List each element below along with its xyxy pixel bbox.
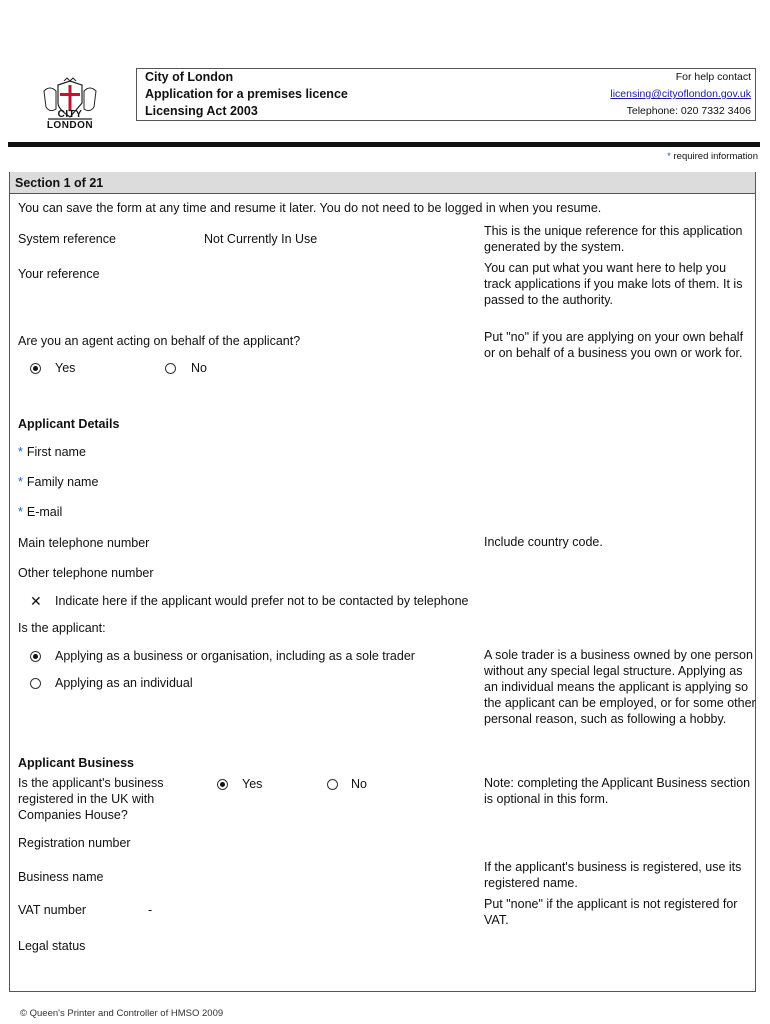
your-reference-label: Your reference xyxy=(18,267,100,281)
vat-number-value: - xyxy=(148,903,153,917)
system-reference-note: This is the unique reference for this application generated by the system. xyxy=(484,224,743,254)
org-name: City of London xyxy=(145,70,234,84)
email-label: * E-mail xyxy=(18,505,63,519)
system-reference-label: System reference xyxy=(18,232,116,246)
is-applicant-label: Is the applicant: xyxy=(18,621,106,635)
system-reference-value: Not Currently In Use xyxy=(204,232,318,246)
applicant-business-heading: Applicant Business xyxy=(18,756,134,770)
companies-house-yes-label: Yes xyxy=(242,777,263,791)
form-header xyxy=(136,68,756,121)
other-phone-label: Other telephone number xyxy=(18,566,154,580)
companies-house-no-radio[interactable] xyxy=(327,779,338,790)
agent-no-radio[interactable] xyxy=(165,363,176,374)
help-email-link[interactable]: licensing@cityoflondon.gov.uk xyxy=(610,88,751,100)
required-star-icon: * xyxy=(18,475,23,489)
business-name-note: If the applicant's business is registered, use its registered name. xyxy=(484,860,742,890)
business-name-label: Business name xyxy=(18,870,104,884)
your-reference-note: You can put what you want here to help you track applications if you make lots of them. It is passed to the authority. xyxy=(484,261,743,307)
registration-number-label: Registration number xyxy=(18,836,131,850)
family-name-label: * Family name xyxy=(18,475,99,489)
form-title: Application for a premises licence xyxy=(145,87,348,101)
applicant-business-label: Applying as a business or organisation, including as a sole trader xyxy=(55,649,415,663)
companies-house-yes-radio[interactable] xyxy=(217,779,228,790)
required-star-icon: * xyxy=(18,505,23,519)
vat-note: Put "none" if the applicant is not registered for VAT. xyxy=(484,897,738,927)
companies-house-question: Is the applicant's business registered in the UK with Companies House? xyxy=(18,776,164,822)
applicant-business-radio[interactable] xyxy=(30,651,41,662)
section-header-bar xyxy=(10,172,755,194)
main-phone-label: Main telephone number xyxy=(18,536,150,550)
required-star-icon: * xyxy=(18,445,23,459)
agent-note: Put "no" if you are applying on your own behalf or on behalf of a business you own or work for. xyxy=(484,330,744,360)
agent-no-label: No xyxy=(191,361,207,375)
header-divider xyxy=(8,142,760,147)
no-phone-contact-label: Indicate here if the applicant would prefer not to be contacted by telephone xyxy=(55,594,469,608)
logo-wordmark: CITY LONDON xyxy=(46,109,94,131)
agent-question: Are you an agent acting on behalf of the applicant? xyxy=(18,334,301,348)
act-name: Licensing Act 2003 xyxy=(145,104,258,118)
save-resume-intro: You can save the form at any time and resume it later. You do not need to be logged in when you resume. xyxy=(18,201,602,215)
applicant-details-heading: Applicant Details xyxy=(18,417,120,431)
companies-house-note: Note: completing the Applicant Business section is optional in this form. xyxy=(484,776,751,806)
no-phone-contact-checkbox[interactable]: ✕ xyxy=(30,593,42,609)
companies-house-no-label: No xyxy=(351,777,367,791)
first-name-label: * First name xyxy=(18,445,86,459)
help-label: For help contact xyxy=(675,71,751,83)
required-info-note: * required information xyxy=(667,151,758,162)
agent-yes-radio[interactable] xyxy=(30,363,41,374)
copyright-footer: © Queen's Printer and Controller of HMSO 2009 xyxy=(20,1008,224,1019)
required-star-icon: * xyxy=(667,151,671,162)
applicant-type-note: A sole trader is a business owned by one person without any special legal structure. Applying as an individual means the applicant is applying so the applicant can be employed, or for some other personal reason, such as following a hobby. xyxy=(484,648,756,726)
applicant-individual-label: Applying as an individual xyxy=(55,676,193,690)
legal-status-label: Legal status xyxy=(18,939,86,953)
applicant-individual-radio[interactable] xyxy=(30,678,41,689)
section-title: Section 1 of 21 xyxy=(15,176,104,190)
agent-yes-label: Yes xyxy=(55,361,76,375)
main-phone-note: Include country code. xyxy=(484,535,603,549)
vat-number-label: VAT number xyxy=(18,903,87,917)
help-phone: Telephone: 020 7332 3406 xyxy=(626,105,751,117)
